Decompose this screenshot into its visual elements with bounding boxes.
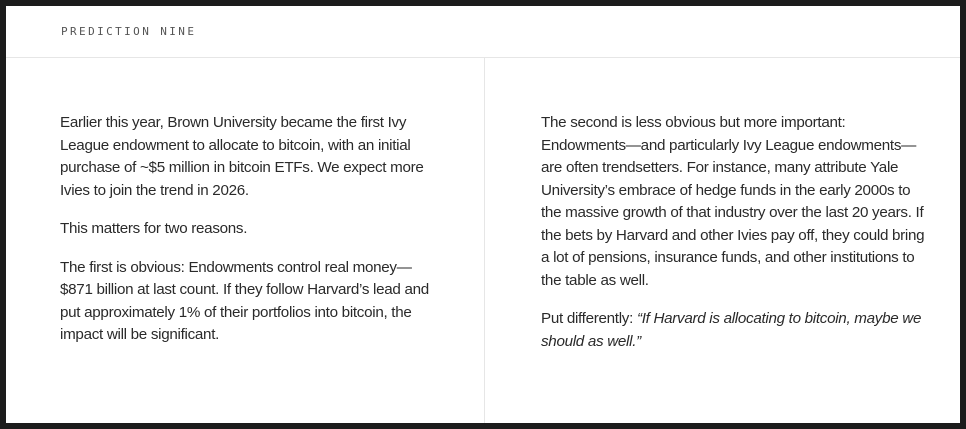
column-divider <box>484 58 485 423</box>
paragraph: Earlier this year, Brown University became the first Ivy League endowment to allocate to bitcoin, with an initial purchase of ~$5 million in bitcoin ETFs. We expect more Ivies to join the trend in 2026. <box>60 114 424 199</box>
article-card <box>6 6 960 423</box>
paragraph: This matters for two reasons. <box>60 220 248 237</box>
closing-lead: Put differently: <box>541 310 637 327</box>
right-column <box>541 112 926 369</box>
left-column <box>60 112 440 363</box>
paragraph: The second is less obvious but more important: Endowments—and particularly Ivy League endowments—are often trendsetters. For instance, many attribute Yale University’s embrace of hedge funds in the early 2000s to the massive growth of that industry over the last 20 years. If the bets by Harvard and other Ivies pay off, they could bring a lot of pensions, insurance funds, and other institutions to the table as well. <box>541 114 925 289</box>
card-header <box>6 6 960 58</box>
closing-paragraph <box>541 308 926 353</box>
paragraph: The first is obvious: Endowments control real money—$871 billion at last count. If they follow Harvard’s lead and put approximately 1% of their portfolios into bitcoin, the impact will be significant. <box>60 258 429 343</box>
closing-quote: “If Harvard is allocating to bitcoin, maybe we should as well.” <box>541 310 922 350</box>
section-eyebrow: PREDICTION NINE <box>61 25 197 38</box>
